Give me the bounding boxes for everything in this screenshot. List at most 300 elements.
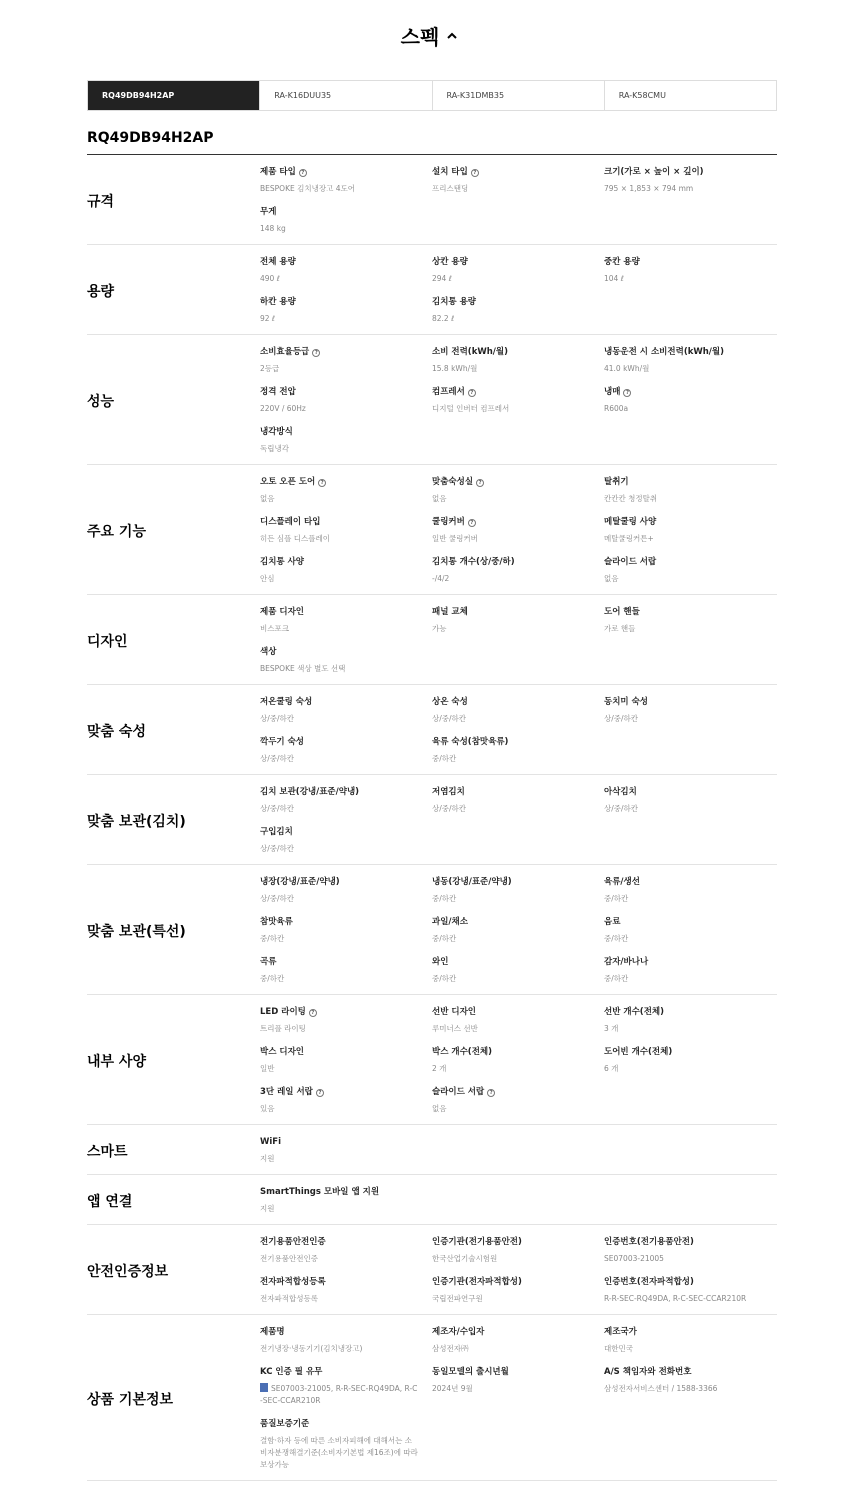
spec-label-row: [260, 737, 418, 748]
spec-value: 없음: [604, 574, 619, 583]
spec-value-row: [260, 843, 418, 855]
spec-value: 가능: [432, 624, 447, 633]
spec-label: 제조국가: [604, 1327, 637, 1337]
spec-value-row: [604, 573, 763, 585]
spec-value-row: [604, 1383, 763, 1395]
spec-section: [87, 1315, 777, 1481]
spec-label: 구입김치: [260, 827, 293, 837]
tab-model-3[interactable]: RA-K58CMU: [604, 81, 776, 110]
spec-value: BESPOKE 김치냉장고 4도어: [260, 184, 355, 193]
spec-item: [260, 1419, 432, 1471]
spec-item: [432, 957, 604, 985]
spec-value: 15.8 kWh/월: [432, 364, 478, 373]
spec-value-row: [432, 1253, 590, 1265]
spec-item: [432, 877, 604, 905]
spec-item: [432, 607, 604, 635]
spec-value: 795 × 1,853 × 794 mm: [604, 184, 694, 193]
spec-item: [260, 697, 432, 725]
spec-label: LED 라이팅: [260, 1007, 306, 1017]
spec-label: 크기(가로 × 높이 × 깊이): [604, 167, 704, 177]
spec-value: 지원: [260, 1154, 275, 1163]
spec-value-row: [432, 363, 590, 375]
spec-value-row: [260, 893, 418, 905]
spec-grid: [260, 1237, 777, 1305]
spec-label: 인증번호(전기용품안전): [604, 1237, 694, 1247]
spec-value: 220V / 60Hz: [260, 404, 306, 413]
info-icon[interactable]: ?: [318, 479, 326, 487]
spec-value-row: [260, 1383, 418, 1407]
spec-item: [604, 387, 777, 415]
spec-grid: [260, 1187, 777, 1215]
spec-value: 지원: [260, 1204, 275, 1213]
spec-grid: [260, 697, 777, 765]
spec-item: [432, 1007, 604, 1035]
spec-value: 상/중/하칸: [260, 804, 295, 813]
spec-label-row: [260, 917, 418, 928]
spec-value-row: [432, 1023, 590, 1035]
spec-value-row: [604, 1293, 763, 1305]
spec-item: [432, 1237, 604, 1265]
spec-item: [432, 517, 604, 545]
spec-value-row: [260, 573, 418, 585]
spec-label: 색상: [260, 647, 277, 657]
spec-label-row: [260, 1087, 418, 1098]
spec-value-row: [260, 973, 418, 985]
spec-item: [432, 297, 604, 325]
spec-label: 도어 핸들: [604, 607, 640, 617]
chevron-up-icon: [445, 29, 459, 43]
spec-label: 메탈쿨링 사양: [604, 517, 657, 527]
spec-grid: [260, 167, 777, 235]
spec-value-row: [260, 1253, 418, 1265]
spec-value: 상/중/하칸: [260, 754, 295, 763]
spec-value-row: [432, 623, 590, 635]
spec-value: 6 개: [604, 1064, 619, 1073]
model-name: RQ49DB94H2AP: [87, 130, 214, 146]
spec-label: 감자/바나나: [604, 957, 649, 967]
spec-value: 상/중/하칸: [604, 804, 639, 813]
spec-value-row: [432, 1063, 590, 1075]
section-title: 안전인증정보: [87, 1264, 169, 1280]
info-icon[interactable]: ?: [487, 1089, 495, 1097]
spec-item: [260, 1137, 432, 1165]
spec-item: [260, 607, 432, 635]
spec-label-row: [432, 387, 590, 398]
spec-value: 루미너스 선반: [432, 1024, 478, 1033]
spec-value: 디지털 인버터 컴프레서: [432, 404, 510, 413]
spec-item: [260, 1327, 432, 1355]
tab-model-2[interactable]: RA-K31DMB35: [432, 81, 604, 110]
spec-value-row: [604, 493, 763, 505]
spec-section: [87, 865, 777, 995]
spec-value: 상/중/하칸: [432, 804, 467, 813]
spec-label-row: [604, 257, 763, 268]
spec-value: 중/하칸: [260, 974, 285, 983]
spec-value-row: [260, 803, 418, 815]
spec-item: [604, 917, 777, 945]
spec-item: [260, 427, 432, 455]
spec-label-row: [432, 477, 590, 488]
spec-item: [432, 387, 604, 415]
spec-label: 전기용품안전인증: [260, 1237, 326, 1247]
spec-label: SmartThings 모바일 앱 지원: [260, 1187, 380, 1197]
spec-item: [432, 917, 604, 945]
spec-value-row: [432, 573, 590, 585]
spec-item: [604, 697, 777, 725]
spec-label: 박스 디자인: [260, 1047, 305, 1057]
spec-item: [432, 167, 604, 195]
spec-label-row: [432, 167, 590, 178]
spec-value: 상/중/하칸: [260, 844, 295, 853]
spec-label-row: [432, 1327, 590, 1338]
spec-item: [432, 477, 604, 505]
spec-label: 무게: [260, 207, 277, 217]
spec-label: 김치통 사양: [260, 557, 305, 567]
spec-label-row: [432, 297, 590, 308]
spec-item: [604, 257, 777, 285]
spec-item: [604, 787, 777, 815]
spec-value: 있음: [260, 1104, 275, 1113]
spec-section: [87, 995, 777, 1125]
spec-label: 선반 개수(전체): [604, 1007, 664, 1017]
spec-item: [604, 1277, 777, 1305]
spec-label: 김치 보관(강냉/표준/약냉): [260, 787, 360, 797]
spec-label: 제조자/수입자: [432, 1327, 485, 1337]
spec-value-row: [432, 1383, 590, 1395]
spec-value: SE07003-21005, R-R-SEC-RQ49DA, R-C-SEC-CCAR210R: [260, 1384, 418, 1405]
section-title: 앱 연결: [87, 1194, 133, 1210]
spec-section: [87, 1225, 777, 1315]
spec-grid: [260, 257, 777, 325]
spec-label-row: [432, 557, 590, 568]
spec-value-row: [604, 1253, 763, 1265]
spec-value: 상/중/하칸: [604, 714, 639, 723]
spec-value: 트리플 라이팅: [260, 1024, 306, 1033]
spec-label: 냉동운전 시 소비전력(kWh/월): [604, 347, 724, 357]
spec-grid: [260, 1327, 777, 1471]
spec-item: [260, 347, 432, 375]
spec-label: 상온 숙성: [432, 697, 468, 707]
spec-value-row: [604, 403, 763, 415]
spec-value: 104 ℓ: [604, 274, 624, 283]
spec-value: R600a: [604, 404, 629, 413]
spec-label: 냉동(강냉/표준/약냉): [432, 877, 512, 887]
spec-item: [260, 387, 432, 415]
spec-value-row: [260, 753, 418, 765]
spec-value-row: [604, 933, 763, 945]
spec-label: 김치통 개수(상/중/하): [432, 557, 515, 567]
spec-value: 중/하칸: [604, 974, 629, 983]
page-title: 스펙: [400, 25, 440, 49]
spec-label-row: [604, 1327, 763, 1338]
spec-label-row: [260, 347, 418, 358]
spec-item: [432, 1047, 604, 1075]
spec-label-row: [432, 1047, 590, 1058]
spec-label-row: [432, 1367, 590, 1378]
spec-label-row: [604, 1367, 763, 1378]
spec-label-row: [260, 1327, 418, 1338]
spec-label-row: [604, 347, 763, 358]
spec-item: [260, 257, 432, 285]
info-icon[interactable]: ?: [468, 519, 476, 527]
spec-value: 2등급: [260, 364, 280, 373]
spec-label-row: [260, 1367, 418, 1378]
spec-value-row: [432, 933, 590, 945]
spec-value: 상/중/하칸: [432, 714, 467, 723]
spec-value: 82.2 ℓ: [432, 314, 455, 323]
spec-label: 소비효율등급: [260, 347, 310, 357]
spec-label: 인증기관(전자파적합성): [432, 1277, 522, 1287]
spec-value-row: [260, 1063, 418, 1075]
spec-item: [432, 1327, 604, 1355]
spec-value: 대한민국: [604, 1344, 633, 1353]
spec-value-row: [604, 623, 763, 635]
spec-item: [604, 1007, 777, 1035]
section-title: 주요 기능: [87, 524, 146, 540]
spec-value: 삼성전자㈜: [432, 1344, 469, 1353]
spec-label-row: [260, 167, 418, 178]
spec-label: 음료: [604, 917, 621, 927]
spec-label: KC 인증 필 유무: [260, 1367, 323, 1377]
spec-item: [604, 957, 777, 985]
spec-label-row: [432, 1277, 590, 1288]
spec-value: 중/하칸: [432, 974, 457, 983]
spec-item: [260, 207, 432, 235]
spec-label-row: [260, 827, 418, 838]
spec-value: 2024년 9월: [432, 1384, 473, 1393]
spec-label-row: [604, 787, 763, 798]
spec-label: 디스플레이 타입: [260, 517, 321, 527]
spec-label: 슬라이드 서랍: [432, 1087, 485, 1097]
spec-item: [260, 877, 432, 905]
spec-label: 김치통 용량: [432, 297, 477, 307]
spec-label: 동치미 숙성: [604, 697, 649, 707]
spec-item: [432, 737, 604, 765]
spec-label: 냉장(강냉/표준/약냉): [260, 877, 340, 887]
spec-section: [87, 1125, 777, 1175]
spec-sections: [87, 155, 777, 1481]
spec-value: 상/중/하칸: [260, 894, 295, 903]
spec-label-row: [260, 647, 418, 658]
spec-value: 중/하칸: [432, 934, 457, 943]
spec-label-row: [604, 387, 763, 398]
spec-label: 3단 레일 서랍: [260, 1087, 313, 1097]
spec-value: BESPOKE 색상 별도 선택: [260, 664, 346, 673]
spec-item: [260, 1007, 432, 1035]
spec-label-row: [604, 557, 763, 568]
spec-value: 칸칸칸 청정탈취: [604, 494, 658, 503]
tab-model-1[interactable]: RA-K16DUU35: [259, 81, 431, 110]
spec-label: 선반 디자인: [432, 1007, 477, 1017]
spec-value: 결함·하자 등에 따른 소비자피해에 대해서는 소비자분쟁해결기준(소비자기본법 제16조)에 따라 보상가능: [260, 1436, 418, 1469]
spec-label: A/S 책임자와 전화번호: [604, 1367, 692, 1377]
spec-value: 독립냉각: [260, 444, 289, 453]
spec-value-row: [432, 973, 590, 985]
spec-value-row: [432, 313, 590, 325]
spec-section: [87, 155, 777, 245]
spec-label-row: [260, 787, 418, 798]
spec-value: SE07003-21005: [604, 1254, 664, 1263]
spec-label: 저온쿨링 숙성: [260, 697, 313, 707]
spec-value: 일반: [260, 1064, 275, 1073]
spec-value: 전자파적합성등록: [260, 1294, 318, 1303]
spec-label: 탈취기: [604, 477, 629, 487]
spec-value-row: [604, 1343, 763, 1355]
spec-item: [260, 1047, 432, 1075]
spec-label: 오토 오픈 도어: [260, 477, 316, 487]
spec-item: [260, 1187, 432, 1215]
info-icon[interactable]: ?: [316, 1089, 324, 1097]
spec-value-row: [432, 893, 590, 905]
spec-value-row: [432, 533, 590, 545]
spec-label: 상칸 용량: [432, 257, 468, 267]
spec-label-row: [260, 1137, 418, 1148]
spec-item: [604, 1047, 777, 1075]
spec-value: 히든 심플 디스플레이: [260, 534, 330, 543]
spec-item: [432, 1277, 604, 1305]
model-tabs: [87, 80, 777, 111]
section-title: 디자인: [87, 634, 128, 650]
spec-label-row: [432, 1237, 590, 1248]
spec-value-row: [260, 1203, 418, 1215]
spec-value: 중/하칸: [604, 934, 629, 943]
spec-value-row: [260, 1153, 418, 1165]
spec-grid: [260, 877, 777, 985]
spec-grid: [260, 1137, 777, 1165]
spec-label-row: [432, 877, 590, 888]
spec-value: 294 ℓ: [432, 274, 452, 283]
spec-value-row: [260, 403, 418, 415]
spec-label-row: [260, 387, 418, 398]
info-icon[interactable]: ?: [623, 389, 631, 397]
spec-label-row: [260, 1237, 418, 1248]
spec-label: 아삭김치: [604, 787, 637, 797]
spec-label: WiFi: [260, 1137, 282, 1147]
spec-label: 동일모델의 출시년월: [432, 1367, 509, 1377]
spec-value-row: [260, 663, 418, 675]
spec-label: 곡류: [260, 957, 277, 967]
spec-label-row: [604, 517, 763, 528]
spec-item: [604, 1237, 777, 1265]
spec-label-row: [260, 877, 418, 888]
spec-item: [260, 737, 432, 765]
spec-label-row: [260, 1187, 418, 1198]
info-icon[interactable]: ?: [476, 479, 484, 487]
spec-item: [604, 347, 777, 375]
section-title: 성능: [87, 394, 115, 410]
spec-label-row: [604, 1047, 763, 1058]
spec-value-row: [260, 623, 418, 635]
spec-value-row: [260, 493, 418, 505]
spec-section: [87, 335, 777, 465]
spec-value: 2 개: [432, 1064, 447, 1073]
spec-label-row: [260, 1047, 418, 1058]
spec-label: 육류/생선: [604, 877, 640, 887]
spec-value-row: [260, 713, 418, 725]
spec-label-row: [260, 1007, 418, 1018]
spec-item: [432, 1087, 604, 1115]
spec-value-row: [432, 403, 590, 415]
spec-value: 한국산업기술시험원: [432, 1254, 498, 1263]
info-icon[interactable]: ?: [468, 389, 476, 397]
spec-label-row: [432, 917, 590, 928]
spec-value-row: [432, 803, 590, 815]
spec-value-row: [604, 893, 763, 905]
spec-value-row: [260, 183, 418, 195]
section-title: 맞춤 숙성: [87, 724, 146, 740]
spec-value-row: [260, 1023, 418, 1035]
info-icon[interactable]: ?: [309, 1009, 317, 1017]
spec-value: 없음: [432, 1104, 447, 1113]
spec-value-row: [260, 533, 418, 545]
spec-value: 일반 쿨링커버: [432, 534, 478, 543]
section-title: 규격: [87, 194, 115, 210]
spec-label: 품질보증기준: [260, 1419, 310, 1429]
spec-value-row: [432, 1103, 590, 1115]
section-title: 맞춤 보관(김치): [87, 814, 186, 830]
spec-label: 전체 용량: [260, 257, 296, 267]
spec-value: 삼성전자서비스센터 / 1588-3366: [604, 1384, 718, 1393]
spec-item: [260, 1087, 432, 1115]
spec-label-row: [432, 1087, 590, 1098]
spec-item: [260, 827, 432, 855]
spec-value: 국립전파연구원: [432, 1294, 483, 1303]
spec-value-row: [432, 713, 590, 725]
spec-label: 제품 디자인: [260, 607, 305, 617]
spec-toggle[interactable]: [401, 21, 460, 50]
spec-label: 전자파적합성등록: [260, 1277, 326, 1287]
spec-label-row: [260, 257, 418, 268]
spec-value: 148 kg: [260, 224, 286, 233]
spec-label-row: [604, 697, 763, 708]
info-icon[interactable]: ?: [312, 349, 320, 357]
spec-label: 제품 타입: [260, 167, 296, 177]
section-title: 맞춤 보관(특선): [87, 924, 186, 940]
spec-item: [260, 517, 432, 545]
spec-label-row: [604, 477, 763, 488]
spec-label-row: [432, 257, 590, 268]
spec-label: 슬라이드 서랍: [604, 557, 657, 567]
spec-label-row: [604, 1007, 763, 1018]
spec-item: [260, 957, 432, 985]
spec-label-row: [432, 517, 590, 528]
spec-value: 490 ℓ: [260, 274, 280, 283]
spec-label-row: [604, 957, 763, 968]
info-icon[interactable]: ?: [299, 169, 307, 177]
spec-item: [260, 1277, 432, 1305]
spec-item: [260, 1367, 432, 1407]
tab-model-0[interactable]: RQ49DB94H2AP: [88, 81, 259, 110]
spec-label-row: [260, 957, 418, 968]
spec-value: 안심: [260, 574, 275, 583]
spec-value-row: [432, 273, 590, 285]
spec-item: [604, 167, 777, 195]
info-icon[interactable]: ?: [471, 169, 479, 177]
spec-value: 상/중/하칸: [260, 714, 295, 723]
spec-label-row: [604, 917, 763, 928]
spec-item: [260, 167, 432, 195]
spec-item: [604, 607, 777, 635]
spec-label: 하칸 용량: [260, 297, 296, 307]
spec-value: 전기용품안전인증: [260, 1254, 318, 1263]
spec-label-row: [260, 297, 418, 308]
section-title: 상품 기본정보: [87, 1392, 174, 1408]
spec-label: 인증기관(전기용품안전): [432, 1237, 522, 1247]
spec-section: [87, 595, 777, 685]
spec-grid: [260, 607, 777, 675]
spec-label-row: [260, 607, 418, 618]
spec-section: [87, 775, 777, 865]
